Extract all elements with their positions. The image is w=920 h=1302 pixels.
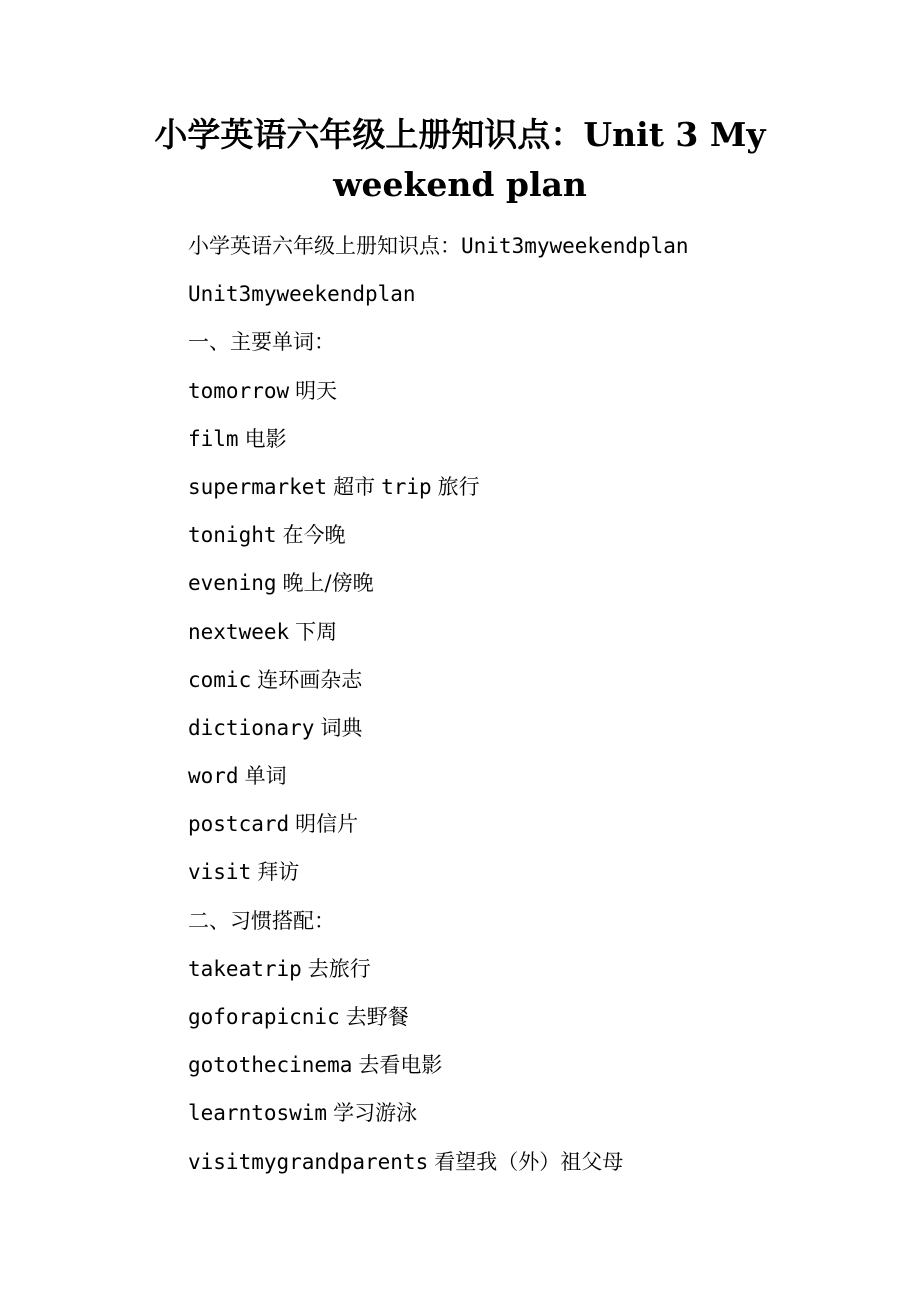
vocab-word: nextweek	[188, 619, 290, 644]
vocab-item	[188, 367, 868, 415]
phrase-meaning: 看望我（外）祖父母	[434, 1149, 624, 1174]
vocab-meaning: 拜访	[257, 860, 300, 885]
vocab-meaning: 下周	[295, 619, 338, 644]
phrase-english: goforapicnic	[188, 1005, 340, 1029]
phrase-item	[188, 1041, 868, 1089]
vocab-word: postcard	[188, 812, 290, 837]
vocab-item	[188, 559, 868, 607]
vocab-item	[188, 800, 868, 848]
section-heading-phrases-text: 二、习惯搭配：	[188, 908, 335, 933]
vocab-word: dictionary	[188, 715, 315, 740]
phrase-meaning: 去野餐	[345, 1005, 409, 1029]
vocab-word: tomorrow	[188, 378, 290, 403]
vocab-word: word	[188, 764, 239, 789]
vocab-word: supermarket	[188, 474, 328, 499]
vocab-item	[188, 608, 868, 656]
intro-line: 小学英语六年级上册知识点：Unit3myweekendplan	[188, 234, 689, 258]
phrase-meaning: 去看电影	[358, 1053, 443, 1078]
vocab-item	[188, 463, 868, 511]
vocab-meaning: 晚上/傍晚	[282, 571, 374, 596]
vocab-meaning: 明信片	[295, 812, 359, 837]
phrase-english: visitmygrandparents	[188, 1149, 429, 1174]
vocab-word: evening	[188, 571, 277, 596]
phrase-meaning: 去旅行	[307, 956, 371, 981]
phrase-english: gotothecinema	[188, 1053, 353, 1078]
vocab-meaning: 电影	[244, 426, 287, 451]
phrase-item	[188, 993, 868, 1041]
vocab-word: visit	[188, 860, 252, 885]
vocab-item	[188, 752, 868, 800]
vocab-meaning: 明天	[295, 378, 338, 403]
vocab-word: comic	[188, 667, 252, 692]
unit-line: Unit3myweekendplan	[188, 282, 416, 307]
vocab-item	[188, 511, 868, 559]
vocab-meaning: 词典	[320, 715, 363, 740]
vocab-item	[188, 415, 868, 463]
vocab-meaning: 单词	[244, 764, 287, 789]
phrase-english: takeatrip	[188, 956, 302, 981]
phrase-english: learntoswim	[188, 1101, 328, 1126]
vocab-word: tonight	[188, 523, 277, 548]
phrase-meaning: 学习游泳	[333, 1101, 418, 1126]
vocab-word: trip	[381, 474, 432, 499]
vocab-meaning: 旅行	[437, 474, 480, 499]
phrase-item	[188, 1089, 868, 1137]
section-heading-words-text: 一、主要单词：	[188, 330, 335, 355]
vocab-item	[188, 704, 868, 752]
phrase-item	[188, 1138, 868, 1186]
vocab-item	[188, 656, 868, 704]
vocab-meaning: 连环画杂志	[257, 667, 363, 692]
section-heading-words	[188, 318, 868, 366]
document-title: 小学英语六年级上册知识点：Unit 3 My weekend plan	[154, 115, 766, 204]
vocab-word: film	[188, 426, 239, 451]
document-body	[188, 222, 868, 1186]
phrase-item	[188, 945, 868, 993]
section-heading-phrases	[188, 897, 868, 945]
vocab-item	[188, 848, 868, 896]
vocab-meaning: 在今晚	[282, 523, 346, 548]
vocab-meaning: 超市	[333, 474, 376, 499]
